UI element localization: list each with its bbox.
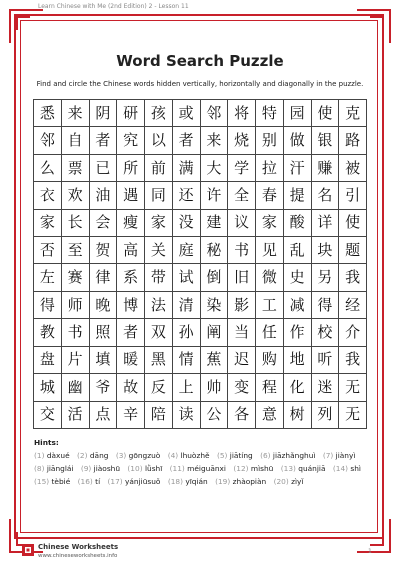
grid-cell[interactable]: 师 [62, 292, 90, 319]
grid-cell[interactable]: 黑 [145, 347, 173, 374]
grid-cell[interactable]: 工 [256, 292, 284, 319]
hint-number: (19) [215, 477, 233, 486]
grid-cell[interactable]: 或 [173, 100, 201, 127]
grid-cell[interactable]: 减 [284, 292, 312, 319]
hint-number: (15) [34, 477, 52, 486]
grid-cell[interactable]: 双 [145, 319, 173, 346]
grid-cell[interactable]: 得 [34, 292, 62, 319]
grid-cell[interactable]: 家 [256, 210, 284, 237]
grid-cell[interactable]: 票 [62, 155, 90, 182]
hint-item [168, 451, 210, 460]
grid-cell[interactable]: 孙 [173, 319, 201, 346]
grid-cell[interactable]: 使 [312, 100, 340, 127]
grid-cell[interactable]: 爷 [90, 374, 118, 401]
grid-cell[interactable]: 无 [339, 402, 367, 429]
grid-cell[interactable]: 辛 [117, 402, 145, 429]
grid-cell[interactable]: 建 [201, 210, 229, 237]
hint-item [116, 451, 161, 460]
hint-pinyin: jiānglái [46, 464, 74, 473]
hint-item [170, 464, 226, 473]
hint-number: (14) [332, 464, 351, 473]
hint-number: (5) [216, 451, 230, 460]
grid-cell[interactable]: 许 [201, 182, 229, 209]
grid-cell[interactable]: 任 [256, 319, 284, 346]
grid-cell[interactable]: 校 [312, 319, 340, 346]
grid-cell[interactable]: 汗 [284, 155, 312, 182]
grid-cell[interactable]: 填 [90, 347, 118, 374]
hint-item [168, 477, 208, 486]
hint-pinyin: lhuòzhě [180, 451, 210, 460]
grid-cell[interactable]: 自 [62, 127, 90, 154]
grid-cell[interactable]: 无 [339, 374, 367, 401]
hint-item [107, 477, 160, 486]
grid-cell[interactable]: 当 [228, 319, 256, 346]
grid-cell[interactable]: 反 [145, 374, 173, 401]
grid-cell[interactable]: 秘 [201, 237, 229, 264]
grid-cell[interactable]: 乱 [284, 237, 312, 264]
grid-cell[interactable]: 全 [228, 182, 256, 209]
grid-cell[interactable]: 来 [201, 127, 229, 154]
footer-url: www.chineseworksheets.info [38, 553, 118, 559]
hint-item [34, 451, 70, 460]
grid-cell[interactable]: 法 [145, 292, 173, 319]
hint-pinyin: gōngzuò [128, 451, 161, 460]
grid-cell[interactable]: 书 [228, 237, 256, 264]
grid-cell[interactable]: 赛 [62, 264, 90, 291]
grid-cell[interactable]: 悉 [34, 100, 62, 127]
footer-brand: Chinese Worksheets [38, 543, 119, 551]
grid-cell[interactable]: 阐 [201, 319, 229, 346]
hints-list [34, 449, 370, 488]
grid-cell[interactable]: 作 [284, 319, 312, 346]
grid-cell[interactable]: 者 [173, 127, 201, 154]
grid-cell[interactable]: 被 [339, 155, 367, 182]
hint-pinyin: yīqián [185, 477, 208, 486]
grid-cell[interactable]: 已 [90, 155, 118, 182]
grid-cell[interactable]: 见 [256, 237, 284, 264]
grid-cell[interactable]: 所 [117, 155, 145, 182]
hint-number: (9) [80, 464, 94, 473]
course-line: Learn Chinese with Me (2nd Edition) 2 - Lesson 11 [38, 3, 189, 10]
grid-cell[interactable]: 研 [117, 100, 145, 127]
hint-pinyin: jiàoshū [93, 464, 121, 473]
hint-number: (1) [34, 451, 47, 460]
grid-cell[interactable]: 情 [173, 347, 201, 374]
grid-cell[interactable]: 究 [117, 127, 145, 154]
grid-cell[interactable]: 会 [90, 210, 118, 237]
grid-cell[interactable]: 烧 [228, 127, 256, 154]
grid-cell[interactable]: 博 [117, 292, 145, 319]
hint-item [260, 451, 315, 460]
word-search-grid [33, 99, 367, 429]
grid-cell[interactable]: 做 [284, 127, 312, 154]
grid-cell[interactable]: 晚 [90, 292, 118, 319]
grid-cell[interactable]: 大 [201, 155, 229, 182]
grid-cell[interactable]: 详 [312, 210, 340, 237]
grid-cell[interactable]: 树 [284, 402, 312, 429]
hint-number: (7) [322, 451, 336, 460]
grid-cell[interactable]: 欢 [62, 182, 90, 209]
hint-item [77, 451, 108, 460]
grid-cell[interactable]: 暖 [117, 347, 145, 374]
grid-cell[interactable]: 地 [284, 347, 312, 374]
grid-cell[interactable]: 块 [312, 237, 340, 264]
page-number: 1 [368, 548, 372, 555]
grid-cell[interactable]: 各 [228, 402, 256, 429]
grid-cell[interactable]: 照 [90, 319, 118, 346]
grid-cell[interactable]: 遇 [117, 182, 145, 209]
grid-cell[interactable]: 盘 [34, 347, 62, 374]
grid-cell[interactable]: 帅 [201, 374, 229, 401]
grid-cell[interactable]: 满 [173, 155, 201, 182]
grid-cell[interactable]: 听 [312, 347, 340, 374]
grid-cell[interactable]: 带 [145, 264, 173, 291]
grid-cell[interactable]: 迷 [312, 374, 340, 401]
grid-cell[interactable]: 教 [34, 319, 62, 346]
hint-item [323, 451, 356, 460]
grid-cell[interactable]: 家 [145, 210, 173, 237]
grid-cell[interactable]: 同 [145, 182, 173, 209]
grid-cell[interactable]: 别 [256, 127, 284, 154]
hint-item [34, 477, 70, 486]
grid-cell[interactable]: 读 [173, 402, 201, 429]
grid-cell[interactable]: 庭 [173, 237, 201, 264]
hint-number: (10) [127, 464, 145, 473]
hint-item [127, 464, 162, 473]
grid-cell[interactable]: 克 [339, 100, 367, 127]
grid-cell[interactable]: 路 [339, 127, 367, 154]
grid-cell[interactable]: 题 [339, 237, 367, 264]
hint-number: (2) [77, 451, 90, 460]
grid-cell[interactable]: 还 [173, 182, 201, 209]
grid-cell[interactable]: 将 [228, 100, 256, 127]
hint-pinyin: zhàopiàn [232, 477, 267, 486]
grid-cell[interactable]: 园 [284, 100, 312, 127]
hint-number: (4) [167, 451, 181, 460]
hint-item [81, 464, 120, 473]
grid-cell[interactable]: 试 [173, 264, 201, 291]
hint-pinyin: méiguānxi [187, 464, 226, 473]
hint-number: (11) [169, 464, 188, 473]
hint-pinyin: jiāzhǎnghuì [272, 451, 316, 460]
hint-number: (13) [280, 464, 299, 473]
grid-cell[interactable]: 列 [312, 402, 340, 429]
grid-cell[interactable]: 幽 [62, 374, 90, 401]
hint-item [217, 451, 253, 460]
hint-item [274, 477, 304, 486]
hint-item [78, 477, 100, 486]
hint-number: (12) [233, 464, 251, 473]
grid-cell[interactable]: 我 [339, 347, 367, 374]
grid-cell[interactable]: 微 [256, 264, 284, 291]
grid-cell[interactable]: 得 [312, 292, 340, 319]
page-title: Word Search Puzzle [116, 52, 284, 70]
hint-item [233, 464, 273, 473]
hint-pinyin: lǜshī [144, 464, 163, 473]
grid-cell[interactable]: 清 [173, 292, 201, 319]
grid-cell[interactable]: 购 [256, 347, 284, 374]
grid-cell[interactable]: 故 [117, 374, 145, 401]
grid-cell[interactable]: 程 [256, 374, 284, 401]
grid-cell[interactable]: 春 [256, 182, 284, 209]
hint-item [333, 464, 361, 473]
hint-number: (16) [77, 477, 96, 486]
grid-cell[interactable]: 邻 [34, 127, 62, 154]
grid-cell[interactable]: 者 [90, 127, 118, 154]
grid-cell[interactable]: 蕉 [201, 347, 229, 374]
grid-cell[interactable]: 油 [90, 182, 118, 209]
grid-cell[interactable]: 变 [228, 374, 256, 401]
grid-cell[interactable]: 旧 [228, 264, 256, 291]
hint-number: (20) [273, 477, 292, 486]
hint-pinyin: quánjiā [298, 464, 326, 473]
grid-cell[interactable]: 迟 [228, 347, 256, 374]
grid-cell[interactable]: 史 [284, 264, 312, 291]
grid-cell[interactable]: 引 [339, 182, 367, 209]
grid-cell[interactable]: 前 [145, 155, 173, 182]
hint-pinyin: tí [95, 477, 101, 486]
hint-item [215, 477, 266, 486]
grid-cell[interactable]: 么 [34, 155, 62, 182]
grid-cell[interactable]: 至 [62, 237, 90, 264]
hint-item [281, 464, 326, 473]
grid-cell[interactable]: 赚 [312, 155, 340, 182]
grid-cell[interactable]: 介 [339, 319, 367, 346]
grid-cell[interactable]: 书 [62, 319, 90, 346]
grid-cell[interactable]: 者 [117, 319, 145, 346]
grid-cell[interactable]: 学 [228, 155, 256, 182]
grid-cell[interactable]: 关 [145, 237, 173, 264]
grid-cell[interactable]: 阴 [90, 100, 118, 127]
hint-pinyin: shì [350, 464, 361, 473]
grid-cell[interactable]: 系 [117, 264, 145, 291]
hint-pinyin: mìshū [250, 464, 274, 473]
hint-pinyin: dāng [89, 451, 109, 460]
grid-cell[interactable]: 高 [117, 237, 145, 264]
hint-number: (17) [107, 477, 126, 486]
grid-cell[interactable]: 公 [201, 402, 229, 429]
hint-number: (8) [34, 464, 47, 473]
grid-cell[interactable]: 化 [284, 374, 312, 401]
hint-pinyin: tèbié [51, 477, 71, 486]
grid-cell[interactable]: 瘦 [117, 210, 145, 237]
grid-cell[interactable]: 拉 [256, 155, 284, 182]
corner-ornament-bottom-right [357, 519, 391, 553]
grid-cell[interactable]: 银 [312, 127, 340, 154]
grid-cell[interactable]: 以 [145, 127, 173, 154]
grid-cell[interactable]: 家 [34, 210, 62, 237]
grid-cell[interactable]: 上 [173, 374, 201, 401]
grid-cell[interactable]: 否 [34, 237, 62, 264]
hint-item [34, 464, 73, 473]
grid-cell[interactable]: 律 [90, 264, 118, 291]
grid-cell[interactable]: 倒 [201, 264, 229, 291]
grid-cell[interactable]: 影 [228, 292, 256, 319]
grid-cell[interactable]: 没 [173, 210, 201, 237]
grid-cell[interactable]: 染 [201, 292, 229, 319]
grid-cell[interactable]: 点 [90, 402, 118, 429]
grid-cell[interactable]: 议 [228, 210, 256, 237]
grid-cell[interactable]: 使 [339, 210, 367, 237]
grid-cell[interactable]: 意 [256, 402, 284, 429]
grid-cell[interactable]: 提 [284, 182, 312, 209]
hint-pinyin: yánjiūsuǒ [125, 477, 161, 486]
grid-cell[interactable]: 贺 [90, 237, 118, 264]
hint-pinyin: zìyǐ [291, 477, 304, 486]
grid-cell[interactable]: 特 [256, 100, 284, 127]
grid-cell[interactable]: 左 [34, 264, 62, 291]
corner-ornament-top-left [9, 9, 43, 43]
hint-number: (3) [115, 451, 129, 460]
grid-cell[interactable]: 长 [62, 210, 90, 237]
hint-pinyin: dàxué [46, 451, 70, 460]
instructions: Find and circle the Chinese words hidden vertically, horizontally and diagonally in the puzzle. [36, 80, 364, 88]
grid-cell[interactable]: 来 [62, 100, 90, 127]
hint-number: (18) [167, 477, 186, 486]
grid-cell[interactable]: 活 [62, 402, 90, 429]
grid-cell[interactable]: 经 [339, 292, 367, 319]
grid-cell[interactable]: 陪 [145, 402, 173, 429]
grid-cell[interactable]: 片 [62, 347, 90, 374]
corner-ornament-top-right [357, 9, 391, 43]
grid-cell[interactable]: 我 [339, 264, 367, 291]
hint-pinyin: jiātíng [229, 451, 253, 460]
hints-title: Hints: [34, 438, 59, 447]
hints-section [34, 436, 370, 488]
hint-pinyin: jiànyì [335, 451, 356, 460]
grid-cell[interactable]: 孩 [145, 100, 173, 127]
grid-cell[interactable]: 名 [312, 182, 340, 209]
chinese-worksheets-logo-icon [22, 544, 34, 556]
grid-cell[interactable]: 酸 [284, 210, 312, 237]
grid-cell[interactable]: 交 [34, 402, 62, 429]
grid-cell[interactable]: 另 [312, 264, 340, 291]
grid-cell[interactable]: 邻 [201, 100, 229, 127]
grid-cell[interactable]: 衣 [34, 182, 62, 209]
grid-cell[interactable]: 城 [34, 374, 62, 401]
hint-number: (6) [260, 451, 273, 460]
